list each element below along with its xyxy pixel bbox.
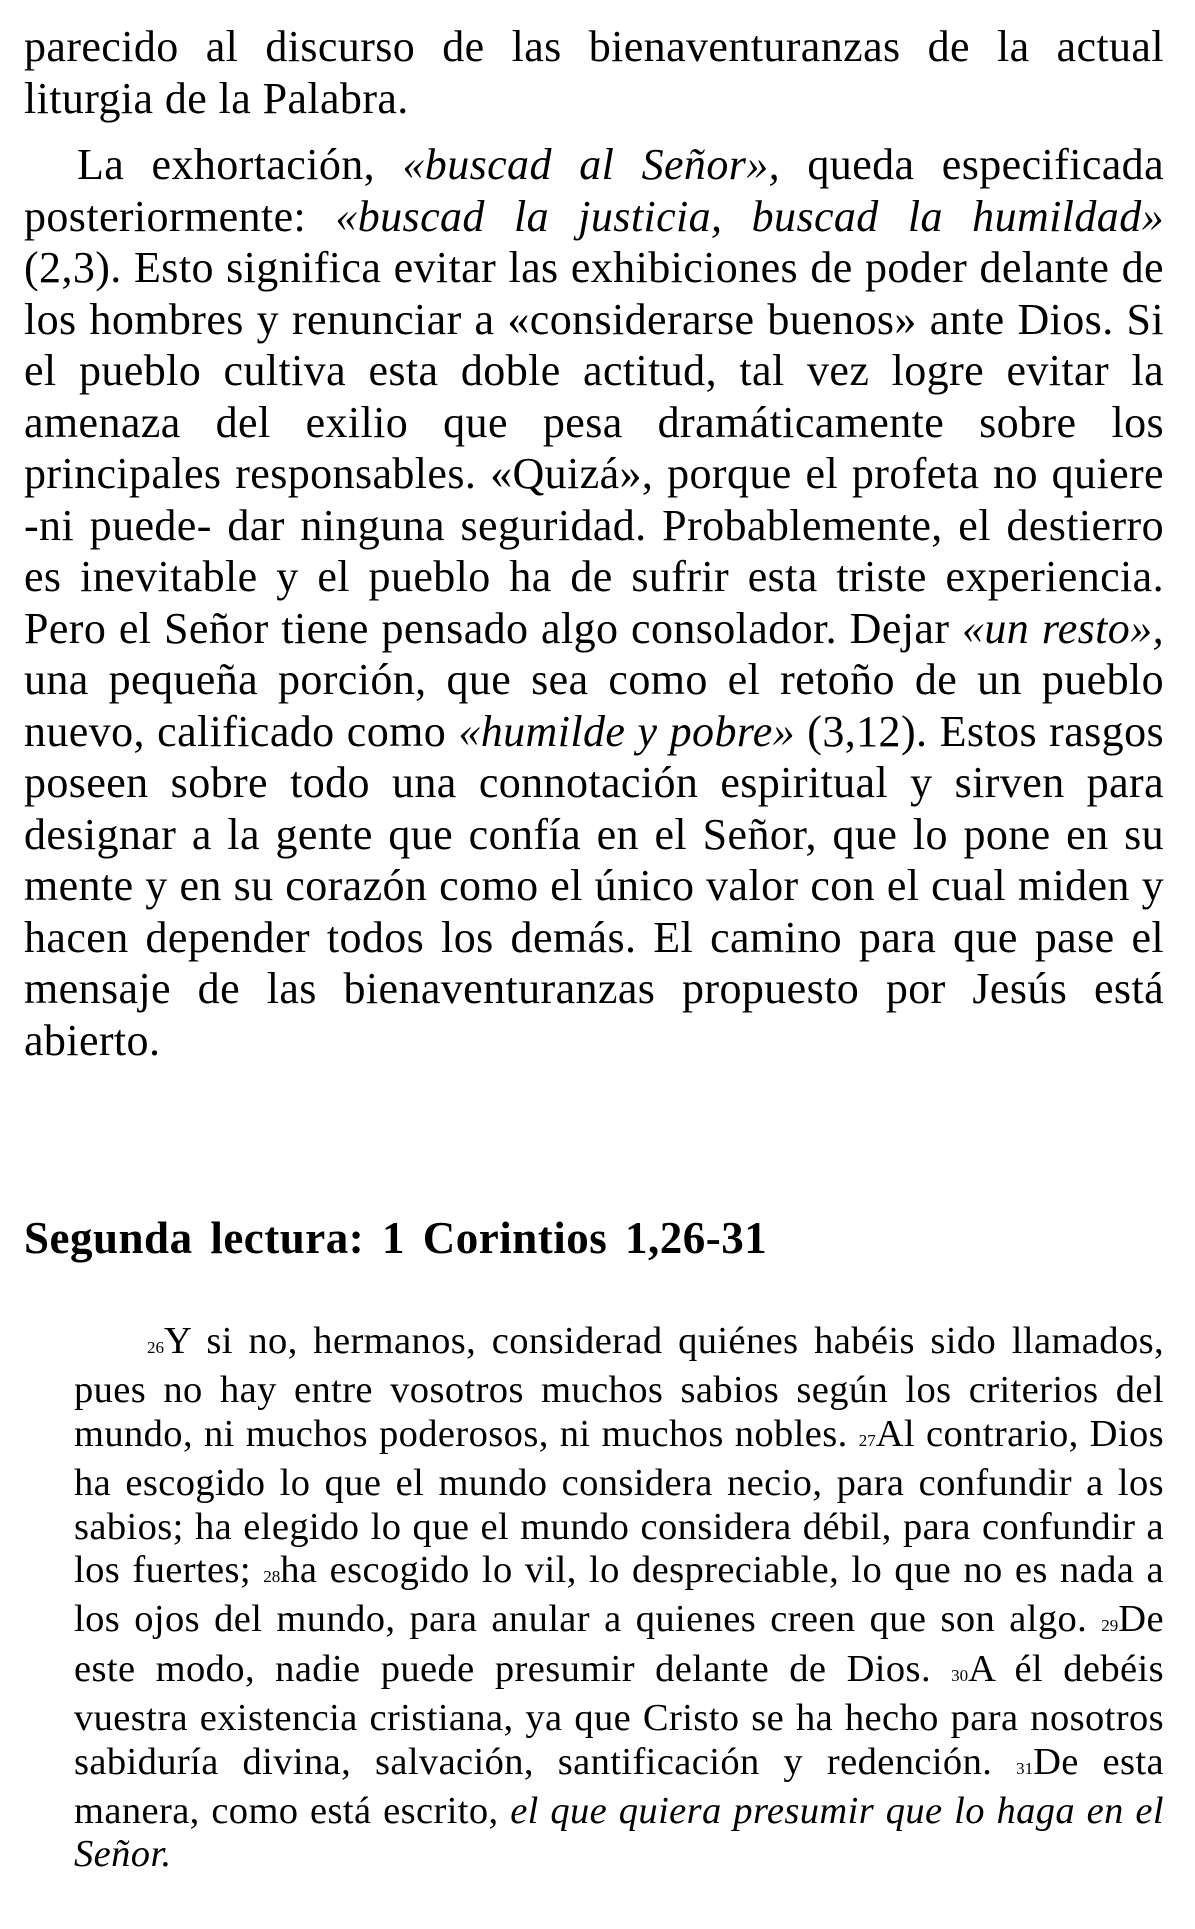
verse-number: 27 xyxy=(858,1430,876,1450)
quote-un-resto: «un resto», xyxy=(962,603,1164,653)
verse-text: De esta manera, como está escrito, xyxy=(74,1740,1164,1833)
quote-buscad-al-senor: «buscad al Señor», xyxy=(402,140,781,189)
paragraph-2-text-2: queda especificada posteriormente: xyxy=(24,140,1165,241)
verse-number: 30 xyxy=(951,1665,969,1685)
paragraph-2-text-1: La exhortación, xyxy=(77,140,403,189)
verse-quote: el que quiera presumir que lo haga en el Señor. xyxy=(74,1790,1164,1876)
quote-humilde-y-pobre: «humilde y pobre» xyxy=(458,706,796,756)
verse-text: A él debéis vuestra existencia cristiana, ya que Cristo se ha hecho para nosotros sabiduría divina, salvación, santificación y redención. xyxy=(74,1647,1164,1783)
reading-heading: Segunda lectura: 1 Corintios 1,26-31 xyxy=(24,1213,768,1263)
verse-number: 26 xyxy=(147,1338,164,1357)
verse-text: Y si no, hermanos, considerad quiénes habéis sido llamados, pues no hay entre vosotros muchos sabios según los criterios del mundo, ni muchos poderosos, ni muchos nobles. xyxy=(74,1320,1164,1455)
verse-text: ha escogido lo vil, lo despreciable, lo que no es nada a los ojos del mundo, para anular a quienes creen que son algo. xyxy=(74,1549,1164,1641)
quote-buscad-la-justicia: «buscad la justicia, buscad la humildad» xyxy=(335,191,1164,241)
paragraph-2-text-3: (2,3). Esto significa evitar las exhibiciones de poder delante de los hombres y renunciar a «considerarse buenos» ante Dios. Si el pueblo cultiva esta doble actitud, tal vez logre evitar la amenaza del exilio que pesa dramáticamente sobre los principales responsables. «Quizá», porque el profeta no quiere -ni puede- dar ninguna seguridad. Probablemente, el destierro es inevitable y el pueblo ha de sufrir esta triste experiencia. Pero el Señor tiene pensado algo consolador. Dejar xyxy=(24,243,1164,653)
verse-number: 29 xyxy=(1101,1616,1119,1636)
scripture-passage xyxy=(74,1320,1164,1877)
verse-number: 31 xyxy=(1016,1758,1034,1778)
verse-text: De este modo, nadie puede presumir delante de Dios. xyxy=(74,1598,1164,1690)
document-page xyxy=(24,0,1165,1876)
verse-text: Al contrario, Dios ha escogido lo que el mundo considera necio, para confundir a los sabios; ha elegido lo que el mundo considera débil, para confundir a los fuertes; xyxy=(74,1412,1164,1592)
paragraph-2-text-4: una pequeña porción, que sea como el retoño de un pueblo nuevo, calificado como xyxy=(24,655,1164,756)
commentary-paragraph-2 xyxy=(24,139,1164,1066)
commentary-paragraph-1 xyxy=(24,21,1164,124)
verse-number: 28 xyxy=(263,1567,281,1587)
paragraph-1-text: parecido al discurso de las bienaventuranzas de la actual liturgia de la Palabra. xyxy=(24,22,1164,123)
paragraph-2-text-5: (3,12). Estos rasgos poseen sobre todo una connotación espiritual y sirven para designar a la gente que confía en el Señor, que lo pone en su mente y en su corazón como el único valor con el cual miden y hacen depender todos los demás. El camino para que pase el mensaje de las bienaventuranzas propuesto por Jesús está abierto. xyxy=(24,706,1164,1065)
